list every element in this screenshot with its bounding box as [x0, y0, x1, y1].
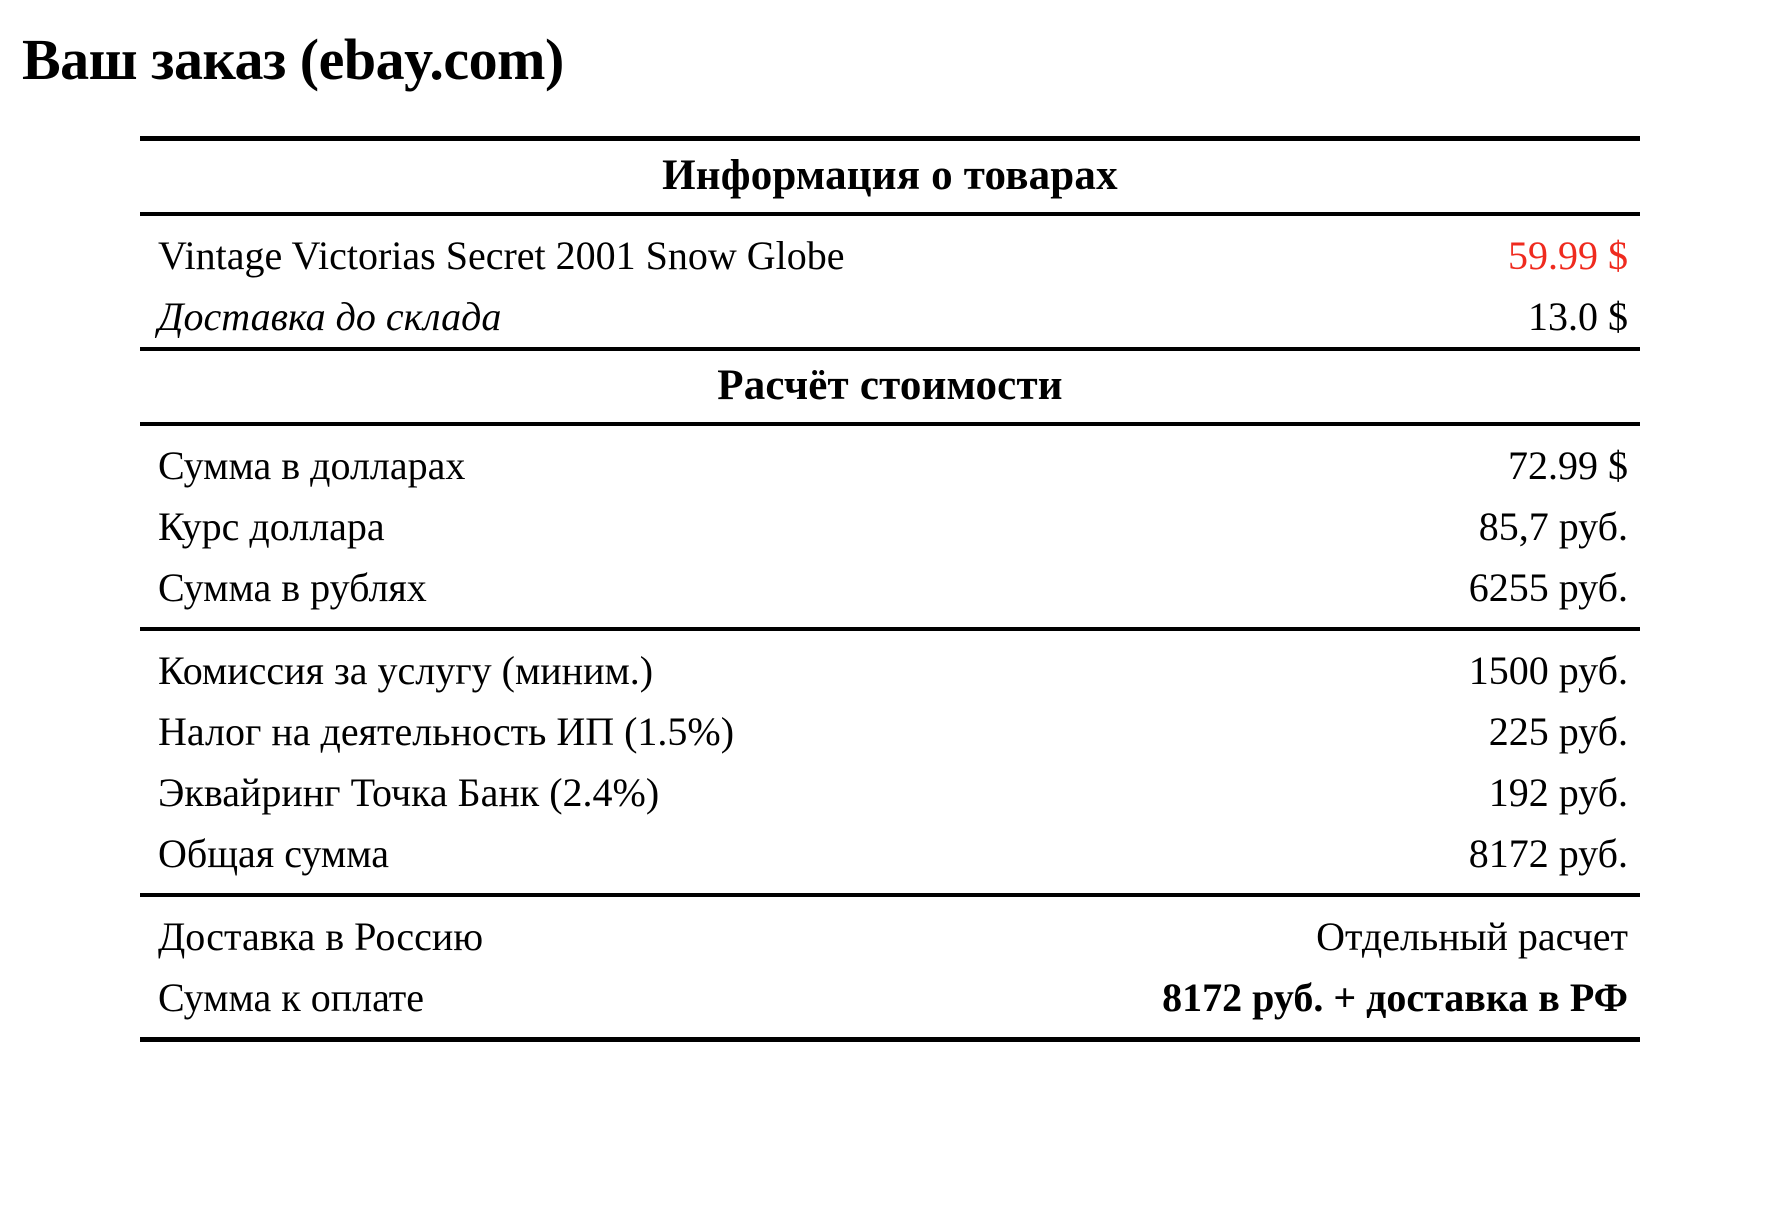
- warehouse-shipping-value: 13.0 $: [1528, 293, 1628, 339]
- table-row: [140, 967, 1640, 1037]
- table-row: [140, 897, 1640, 967]
- sum-usd-label: Сумма в долларах: [158, 442, 466, 488]
- table-row: [140, 286, 1640, 347]
- item-price-value: 59.99 $: [1508, 232, 1628, 278]
- section-header-calculation-label: Расчёт стоимости: [717, 361, 1063, 409]
- total-sum-label: Общая сумма: [158, 830, 389, 876]
- russia-shipping-label: Доставка в Россию: [158, 913, 484, 959]
- table-row: [140, 823, 1640, 893]
- horizontal-rule: [140, 1037, 1640, 1042]
- amount-due-value: 8172 руб. + доставка в РФ: [1162, 974, 1628, 1020]
- total-sum-value: 8172 руб.: [1468, 830, 1628, 876]
- usd-rate-value: 85,7 руб.: [1478, 503, 1628, 549]
- ip-tax-value: 225 руб.: [1488, 708, 1628, 754]
- sum-rub-label: Сумма в рублях: [158, 564, 427, 610]
- order-table-container: [140, 136, 1640, 1042]
- service-fee-label: Комиссия за услугу (миним.): [158, 647, 654, 693]
- table-row: [140, 496, 1640, 557]
- item-name-label: Vintage Victorias Secret 2001 Snow Globe: [158, 232, 845, 278]
- section-header-calculation: [140, 351, 1640, 422]
- table-row: [140, 701, 1640, 762]
- table-row: [140, 216, 1640, 286]
- order-table: [140, 136, 1640, 1042]
- warehouse-shipping-label: Доставка до склада: [158, 293, 502, 339]
- sum-usd-value: 72.99 $: [1508, 442, 1628, 488]
- sum-rub-value: 6255 руб.: [1468, 564, 1628, 610]
- acquiring-label: Эквайринг Точка Банк (2.4%): [158, 769, 660, 815]
- service-fee-value: 1500 руб.: [1468, 647, 1628, 693]
- russia-shipping-value: Отдельный расчет: [1316, 913, 1628, 959]
- page-title: Ваш заказ (ebay.com): [22, 27, 564, 92]
- table-row: [140, 426, 1640, 496]
- order-summary-page: [0, 28, 1775, 1220]
- section-header-goods: [140, 141, 1640, 212]
- table-row: [140, 631, 1640, 701]
- table-row: [140, 762, 1640, 823]
- table-rule-bottom: [140, 1037, 1640, 1042]
- ip-tax-label: Налог на деятельность ИП (1.5%): [158, 708, 735, 754]
- table-row: [140, 557, 1640, 627]
- section-header-goods-label: Информация о товарах: [662, 151, 1118, 199]
- amount-due-label: Сумма к оплате: [158, 974, 425, 1020]
- acquiring-value: 192 руб.: [1488, 769, 1628, 815]
- usd-rate-label: Курс доллара: [158, 503, 385, 549]
